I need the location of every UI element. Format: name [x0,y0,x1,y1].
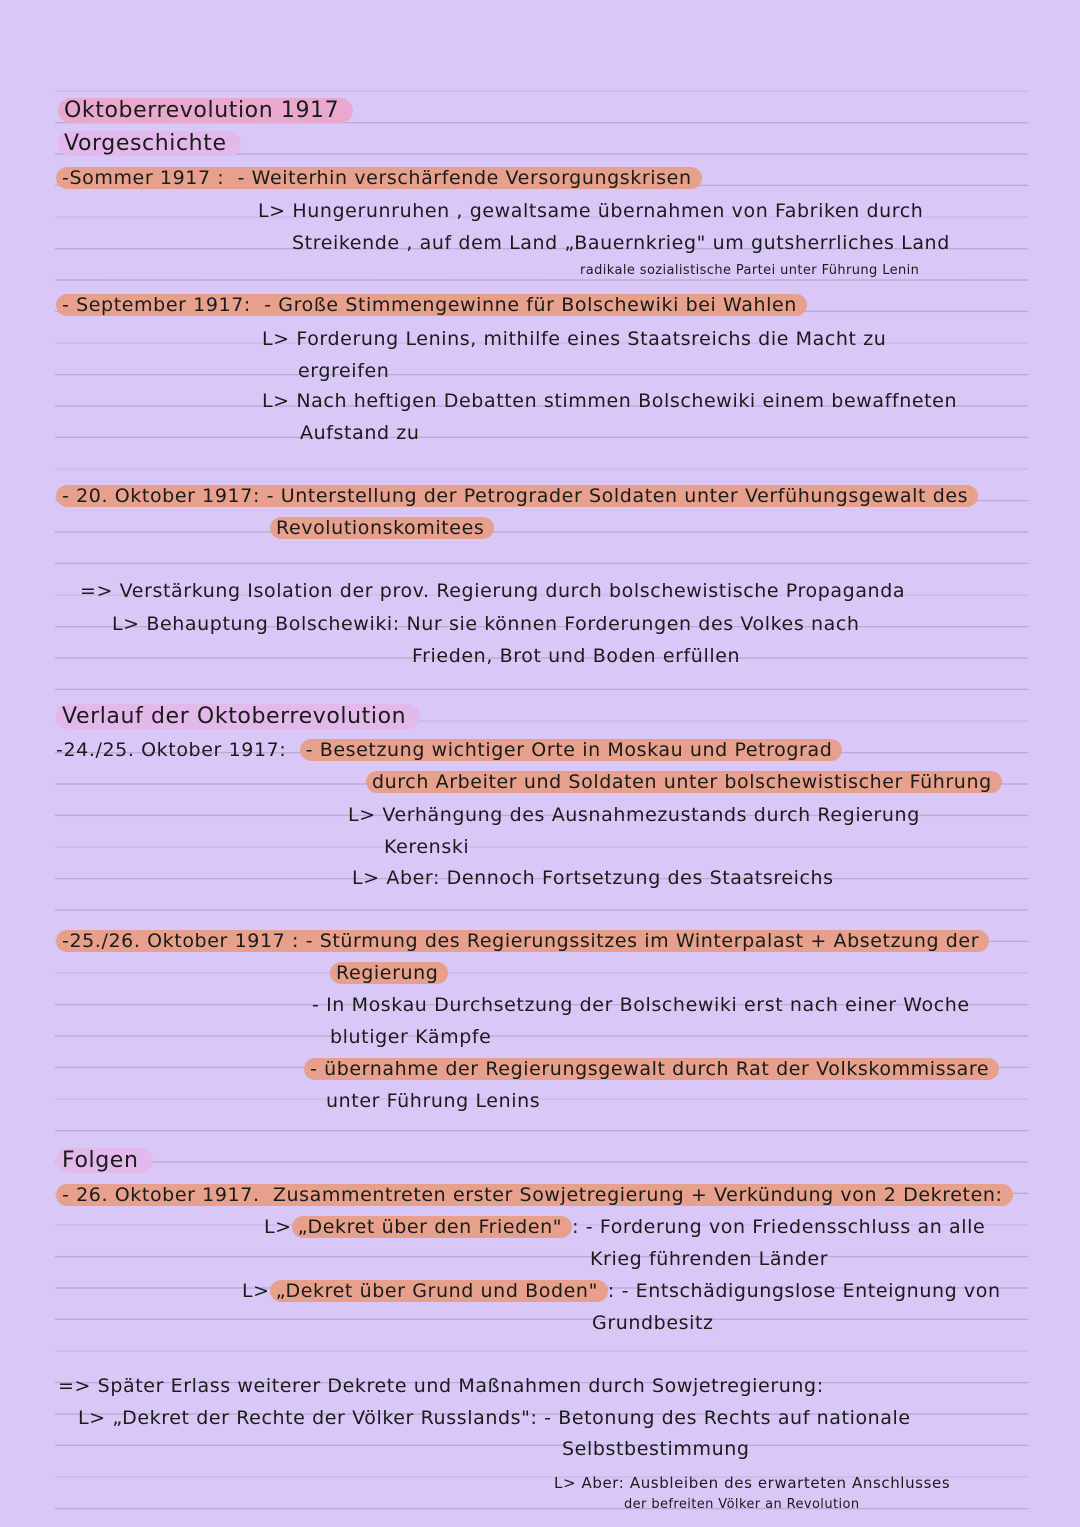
dekret-boden: L> „Dekret über Grund und Boden" : - Entschädigungslose Enteignung von [242,1280,1001,1302]
entry-date: - September 1917: [62,294,251,316]
entry-text: - Große Stimmengewinne für Bolschewiki bei Wahlen [264,294,797,316]
entry-date: -Sommer 1917 : [62,167,225,189]
later-line: L> „Dekret der Rechte der Völker Russlands": - Betonung des Rechts auf nationale [78,1407,911,1429]
entry-sommer [56,165,702,191]
entry-september [56,292,807,318]
section-heading-verlauf: Verlauf der Oktoberrevolution [56,704,420,730]
entry-date: -25./26. Oktober 1917 : [62,930,299,952]
entry-25-26-oktober [56,928,989,954]
entry-26-oktober [56,1182,1013,1208]
entry-text: - Besetzung wichtiger Orte in Moskau und Petrograd [300,739,843,761]
page-title: Oktoberrevolution 1917 [58,98,353,124]
later-line: L> Aber: Ausbleiben des erwarteten Anschlusses [554,1474,951,1492]
right-margin [1028,0,1080,1527]
conclusion-line: => Verstärkung Isolation der prov. Regierung durch bolschewistische Propaganda [80,580,906,602]
entry-date: - 26. Oktober 1917. [62,1184,260,1206]
section-heading-vorgeschichte: Vorgeschichte [58,131,241,157]
later-line: der befreiten Völker an Revolution [624,1497,860,1512]
entry-text: - Stürmung des Regierungssitzes im Winterpalast + Absetzung der [305,930,980,952]
section-heading-folgen: Folgen [56,1148,153,1174]
entry-sub: L> Aber: Dennoch Fortsetzung des Staatsreichs [352,867,834,889]
entry-sub: L> Forderung Lenins, mithilfe eines Staatsreichs die Macht zu [262,328,887,350]
entry-date: -24./25. Oktober 1917: [56,739,287,761]
conclusion-line: L> Behauptung Bolschewiki: Nur sie können Forderungen des Volkes nach [112,613,860,635]
entry-sub: L> Hungerunruhen , gewaltsame übernahmen von Fabriken durch [258,200,924,222]
entry-sub: Kerenski [384,836,470,858]
later-line: => Später Erlass weiterer Dekrete und Maßnahmen durch Sowjetregierung: [58,1375,824,1397]
entry-sub: L> Verhängung des Ausnahmezustands durch Regierung [348,804,920,826]
entry-text-cont: Revolutionskomitees [270,515,494,541]
entry-sub: - In Moskau Durchsetzung der Bolschewiki erst nach einer Woche [312,994,970,1016]
entry-sub: Grundbesitz [592,1312,714,1334]
dekret-text: : - Entschädigungslose Enteignung von [607,1280,1001,1302]
entry-sub: blutiger Kämpfe [330,1026,492,1048]
top-margin [0,0,1080,88]
later-line: Selbstbestimmung [562,1438,750,1460]
entry-text: - Weiterhin verschärfende Versorgungskrisen [237,167,692,189]
left-margin [0,0,55,1527]
dekret-label: „Dekret über den Frieden" [292,1216,572,1238]
conclusion-line: Frieden, Brot und Boden erfüllen [412,645,741,667]
entry-sub: unter Führung Lenins [326,1090,541,1112]
entry-sub: Aufstand zu [300,422,420,444]
entry-sub: L> Nach heftigen Debatten stimmen Bolschewiki einem bewaffneten [262,390,958,412]
entry-sub: Streikende , auf dem Land „Bauernkrieg" um gutsherrliches Land [292,232,950,254]
dekret-label: „Dekret über Grund und Boden" [270,1280,608,1302]
dekret-text: : - Forderung von Friedensschluss an alle [572,1216,986,1238]
entry-20-oktober [56,483,978,509]
entry-24-25-oktober [56,737,842,763]
dekret-frieden: L> „Dekret über den Frieden" : - Forderung von Friedensschluss an alle [264,1216,986,1238]
entry-text: - Unterstellung der Petrograder Soldaten unter Verfühungsgewalt des [266,485,969,507]
margin-note: radikale sozialistische Partei unter Führung Lenin [580,263,920,278]
entry-sub: ergreifen [298,360,390,382]
entry-sub: - übernahme der Regierungsgewalt durch Rat der Volkskommissare [304,1056,999,1082]
entry-sub: Krieg führenden Länder [590,1248,829,1270]
entry-text-cont: durch Arbeiter und Soldaten unter bolschewistischer Führung [366,769,1002,795]
entry-text: Zusammentreten erster Sowjetregierung + Verkündung von 2 Dekreten: [272,1184,1003,1206]
entry-text-cont: Regierung [330,960,448,986]
entry-date: - 20. Oktober 1917: [62,485,260,507]
